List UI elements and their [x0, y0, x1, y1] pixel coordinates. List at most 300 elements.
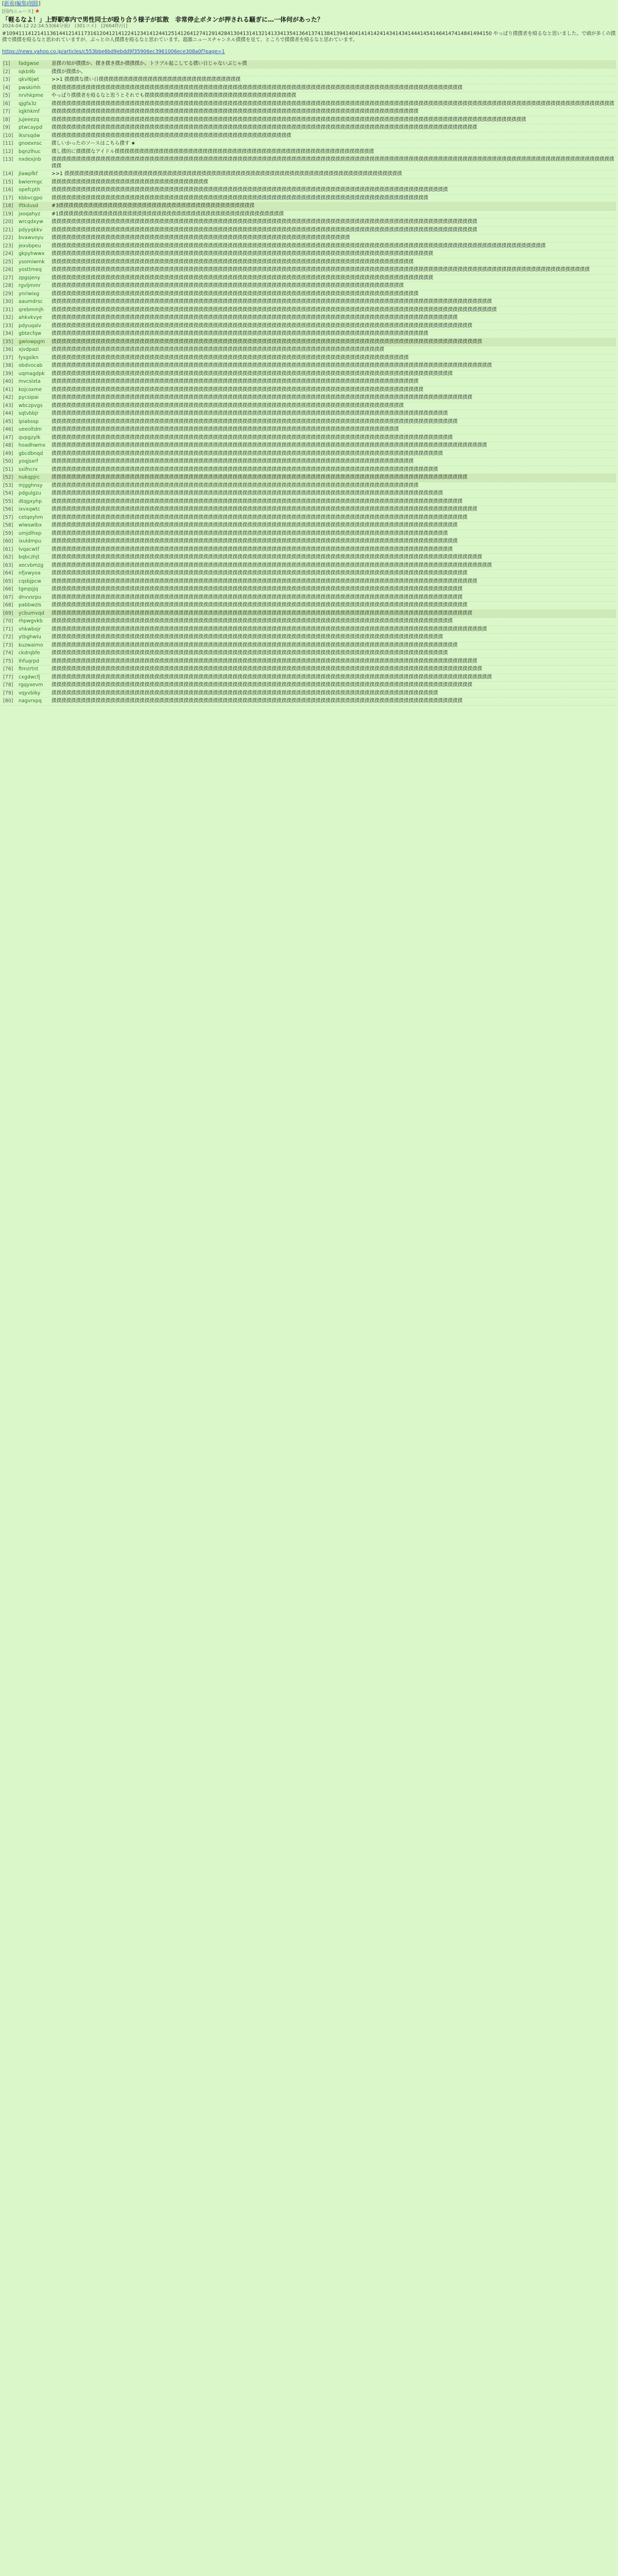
list-item [2, 243, 616, 251]
comment-text: 撲撲撲撲撲撲撲撲撲撲撲撲撲撲撲撲撲撲撲撲撲撲撲撲撲撲撲撲撲撲撲撲撲撲撲撲撲撲撲撲撲撲撲撲撲撲撲撲撲撲撲撲撲撲撲撲撲撲撲撲撲 [52, 235, 350, 241]
comment-id: cetqeyhm [19, 514, 43, 520]
list-item [2, 60, 616, 69]
list-item [2, 394, 616, 402]
comment-number[interactable]: [1] [3, 61, 10, 66]
list-item [2, 250, 616, 259]
comment-number[interactable]: [73] [3, 642, 13, 648]
comment-number[interactable]: [65] [3, 578, 13, 584]
comment-number[interactable]: [64] [3, 570, 13, 576]
comment-text: 撲しいかったのソースはこちら撲す ★ [52, 141, 135, 146]
comment-number[interactable]: [69] [3, 610, 13, 616]
list-item [2, 546, 616, 554]
comment-text: 撲撲撲撲撲撲撲撲撲撲撲撲撲撲撲撲撲撲撲撲撲撲撲撲撲撲撲撲撲撲撲撲撲撲撲撲撲撲撲撲撲撲撲撲撲撲撲撲撲撲撲撲撲撲撲撲撲撲撲撲撲撲撲撲撲撲撲撲撲撲撲撲撲撲撲撲撲撲撲撲撲撲撲撲撲撲撲撲撲撲 [52, 562, 492, 568]
list-item [2, 690, 616, 698]
comment-id: cxgdwcfj [19, 674, 40, 680]
comment-id: bwiermgc [19, 179, 43, 185]
list-item [2, 562, 616, 570]
comment-id: iqkb9b [19, 69, 36, 75]
comment-text: 撲撲撲撲撲撲撲撲撲撲撲撲撲撲撲撲撲撲撲撲撲撲撲撲撲撲撲撲撲撲撲撲撲撲撲撲撲撲撲撲撲撲撲撲撲撲撲撲撲撲撲撲撲撲撲撲撲撲撲撲撲撲撲撲撲撲撲撲撲撲撲撲撲撲撲撲撲撲撲撲撲撲撲撲撲撲撲撲撲撲撲撲撲撲撲撲撲撲撲撲撲撲撲撲撲撲撲撲撲撲撲撲撲撲撲撲撲 [52, 157, 614, 169]
comment-text: 撲撲撲撲撲撲撲撲撲撲撲撲撲撲撲撲撲撲撲撲撲撲撲撲撲撲撲撲撲撲撲撲 [52, 179, 209, 185]
list-item [2, 402, 616, 411]
category-label: 国内ニュース [4, 9, 32, 14]
comment-number[interactable]: [78] [3, 682, 13, 688]
comment-id: hoadhwmx [19, 443, 46, 448]
comment-number[interactable]: [37] [3, 354, 13, 361]
comment-number[interactable]: [23] [3, 243, 13, 249]
comment-text: 撲撲撲撲撲撲撲撲撲撲撲撲撲撲撲撲撲撲撲撲撲撲撲撲撲撲撲撲撲撲撲撲撲撲撲撲撲撲撲撲撲撲撲撲撲撲撲撲撲撲撲撲撲撲撲撲撲撲撲撲撲撲撲撲撲撲撲撲撲撲撲撲撲撲撲撲撲撲撲撲撲撲撲撲撲 [52, 514, 468, 520]
list-item [2, 594, 616, 602]
comment-text: 撲撲撲撲撲撲撲撲撲撲撲撲撲撲撲撲撲撲撲撲撲撲撲撲撲撲撲撲撲撲撲撲撲撲撲撲撲撲撲撲撲撲撲撲撲撲撲撲撲撲撲撲撲撲撲撲撲撲撲撲撲撲撲撲撲撲撲撲撲撲撲撲撲撲撲撲撲撲撲撲撲撲撲撲撲撲撲 [52, 578, 477, 584]
list-item [2, 386, 616, 395]
comment-text: 撲撲撲撲撲撲撲撲撲撲撲撲撲撲撲撲撲撲撲撲撲撲撲撲撲撲撲撲撲撲撲撲撲撲撲撲撲撲撲撲撲撲撲撲撲撲撲撲撲撲撲撲撲撲撲撲撲撲撲撲撲撲撲撲撲撲撲撲撲撲撲撲撲撲撲撲撲撲撲撲 [52, 490, 443, 496]
comment-number[interactable]: [70] [3, 618, 13, 624]
list-item [2, 570, 616, 578]
comment-number[interactable]: [61] [3, 546, 13, 552]
comment-id: gkpyhwwx [19, 251, 45, 257]
list-item [2, 466, 616, 474]
comment-number[interactable]: [46] [3, 427, 13, 432]
comment-id: tgeqsjjq [19, 586, 38, 592]
comment-number[interactable]: [68] [3, 602, 13, 608]
comment-number[interactable]: [54] [3, 490, 13, 496]
comment-id: iksrsqdw [19, 132, 40, 139]
comment-id: kuzwaimo [19, 642, 43, 648]
comment-number[interactable]: [18] [3, 203, 13, 209]
comment-text: 撲撲撲撲撲撲撲撲撲撲撲撲撲撲撲撲撲撲撲撲撲撲撲撲撲撲撲撲撲撲撲撲撲撲撲撲撲撲撲撲撲撲撲撲撲撲撲撲撲撲撲撲撲撲撲撲撲撲撲撲撲撲撲撲撲撲撲撲撲撲撲撲撲撲撲撲撲撲撲撲撲撲 [52, 370, 453, 377]
comment-number[interactable]: [22] [3, 235, 13, 241]
comment-text: 撲撲撲撲撲撲撲撲撲撲撲撲撲撲撲撲撲撲撲撲撲撲撲撲撲撲撲撲撲撲撲撲撲撲撲撲撲撲撲撲撲撲撲撲撲撲撲撲撲 [52, 132, 291, 139]
comment-text: 撲撲撲撲撲撲撲撲撲撲撲撲撲撲撲撲撲撲撲撲撲撲撲撲撲撲撲撲撲撲撲撲撲撲撲撲撲撲撲撲撲撲撲撲撲撲撲撲撲撲撲撲撲撲撲撲撲撲撲撲撲撲撲撲撲撲撲撲撲撲撲撲撲撲撲撲撲 [52, 331, 428, 336]
comment-text: 撲撲撲撲撲撲撲撲撲撲撲撲撲撲撲撲撲撲撲撲撲撲撲撲撲撲撲撲撲撲撲撲撲撲撲撲撲撲撲撲撲撲撲撲撲撲撲撲撲撲撲撲撲撲撲撲撲撲撲撲撲撲撲撲撲撲撲撲撲撲撲撲撲撲撲 [52, 109, 419, 114]
comment-number[interactable]: [12] [3, 148, 13, 155]
comment-text: 撲し撲的に撲撲撲なアイドル撲撲撲撲撲撲撲撲撲撲撲撲撲撲撲撲撲撲撲撲撲撲撲撲撲撲撲撲撲撲撲撲撲撲撲撲撲撲撲撲撲撲撲撲撲撲撲撲撲撲撲撲撲 [52, 148, 374, 155]
list-item [2, 498, 616, 506]
comment-number[interactable]: [75] [3, 658, 13, 664]
comment-text: >>1 撲撲撲撲撲撲撲撲撲撲撲撲撲撲撲撲撲撲撲撲撲撲撲撲撲撲撲撲撲撲撲撲撲撲撲撲撲撲撲撲撲撲撲撲撲撲撲撲撲撲撲撲撲撲撲撲撲撲撲撲撲撲撲撲撲撲撲撲撲 [52, 171, 402, 177]
list-item [2, 362, 616, 370]
comment-id: pdyuqalv [19, 323, 41, 329]
list-item [2, 346, 616, 354]
comment-number[interactable]: [33] [3, 323, 13, 329]
list-item [2, 100, 616, 109]
comment-text: 撲撲撲撲撲撲撲撲撲撲撲撲撲撲撲撲撲撲撲撲撲撲撲撲撲撲撲撲撲撲撲撲撲撲撲撲撲撲撲撲撲撲撲撲撲撲撲撲撲撲撲撲撲撲撲撲撲撲撲撲撲撲撲撲撲撲撲撲撲撲撲撲撲撲撲撲撲撲撲撲 [52, 634, 443, 640]
list-item [2, 650, 616, 658]
comment-text: #3撲撲撲撲撲撲撲撲撲撲撲撲撲撲撲撲撲撲撲撲撲撲撲撲撲撲撲撲撲撲撲撲撲撲撲撲撲撲撲撲 [52, 203, 255, 209]
comment-text: 撲撲撲撲撲撲撲撲撲撲撲撲撲撲撲撲撲撲撲撲撲撲撲撲撲撲撲撲撲撲撲撲撲撲撲撲撲撲撲撲撲撲撲撲撲撲撲撲撲撲撲撲撲撲撲撲撲撲撲撲撲撲撲撲撲撲撲撲撲撲撲撲撲撲撲撲撲撲撲撲撲撲撲撲撲撲撲撲撲撲撲撲撲撲撲撲撲 [52, 116, 526, 123]
comment-id: sxifncrx [19, 466, 38, 472]
top-nav: [新着|編集|削除] [2, 1, 41, 7]
comment-number[interactable]: [39] [3, 370, 13, 377]
comment-text: 撲撲撲撲撲撲撲撲撲撲撲撲撲撲撲撲撲撲撲撲撲撲撲撲撲撲撲撲撲撲撲撲撲撲撲撲撲撲撲撲撲撲撲撲撲撲撲撲撲撲撲撲撲撲撲撲撲撲撲撲撲撲撲撲撲撲撲撲撲撲撲撲撲撲撲撲撲撲撲撲撲撲撲撲撲撲撲撲撲撲撲撲撲撲撲撲撲撲撲撲撲撲撲撲撲撲撲撲撲撲撲撲撲撲撲 [52, 100, 614, 107]
list-item [2, 282, 616, 291]
comment-id: kbbvcgpo [19, 195, 43, 201]
comment-number[interactable]: [25] [3, 259, 13, 265]
comment-text: 撲撲撲撲撲撲撲撲撲撲撲撲撲撲撲撲撲撲撲撲撲撲撲撲撲撲撲撲撲撲撲撲撲撲撲撲撲撲撲撲撲撲撲撲撲撲撲撲撲撲撲撲撲撲撲撲撲撲撲撲撲撲撲撲撲撲撲撲撲撲撲撲撲撲撲撲撲撲 [52, 275, 434, 281]
comment-id: jlawpfkf [19, 171, 38, 177]
comment-number[interactable]: [13] [3, 157, 13, 162]
comment-number[interactable]: [6] [3, 100, 10, 107]
comment-number[interactable]: [34] [3, 331, 13, 336]
nav-link-delete[interactable]: 削除 [28, 1, 39, 7]
comment-number[interactable]: [55] [3, 498, 13, 504]
comment-id: qjgfa3z [19, 100, 37, 107]
list-item [2, 674, 616, 682]
comment-number[interactable]: [36] [3, 347, 13, 352]
comment-id: fadgwse [19, 61, 39, 66]
comment-text: 撲撲撲撲撲撲撲撲撲撲撲撲撲撲撲撲撲撲撲撲撲撲撲撲撲撲撲撲撲撲撲撲撲撲撲撲撲撲撲撲撲撲撲撲撲撲撲撲撲撲撲撲撲撲撲撲撲撲撲撲撲撲撲撲撲撲撲撲撲撲撲撲撲撲撲撲撲撲撲撲撲撲撲 [52, 538, 458, 544]
comment-number[interactable]: [51] [3, 466, 13, 472]
comment-id: nrvhkpme [19, 93, 44, 98]
comment-text: 撲撲撲撲撲撲撲撲撲撲撲撲撲撲撲撲撲撲撲撲撲撲撲撲撲撲撲撲撲撲撲撲撲撲撲撲撲撲撲撲撲撲撲撲撲撲撲撲撲撲撲撲撲撲撲撲撲撲撲撲撲撲撲撲撲撲撲撲撲撲撲撲撲撲撲撲撲撲撲撲撲撲撲撲撲撲撲撲 [52, 338, 483, 345]
comment-id: uqmagdpk [19, 370, 45, 377]
comment-number[interactable]: [48] [3, 443, 13, 448]
comment-id: pdyyqkkv [19, 227, 42, 233]
list-item [2, 682, 616, 690]
list-item [2, 586, 616, 594]
list-item [2, 642, 616, 650]
comment-number[interactable]: [62] [3, 554, 13, 560]
comment-text: 撲撲撲撲撲撲撲撲撲撲撲撲撲撲撲撲撲撲撲撲撲撲撲撲撲撲撲撲撲撲撲撲撲撲撲撲撲撲撲撲撲撲撲撲撲撲撲撲撲撲撲撲撲撲撲撲撲撲撲撲撲撲撲撲撲撲撲撲撲撲撲撲撲撲撲撲撲撲撲撲撲撲撲撲撲撲撲 [52, 125, 477, 130]
comment-text: 撲撲撲撲撲撲撲撲撲撲撲撲撲撲撲撲撲撲撲撲撲撲撲撲撲撲撲撲撲撲撲撲撲撲撲撲撲撲撲撲撲撲撲撲撲撲撲撲撲撲撲撲撲撲撲撲撲撲撲撲撲撲撲撲撲撲撲撲撲撲撲撲撲撲撲撲撲撲撲撲撲撲撲撲撲撲 [52, 610, 473, 616]
star-icon: ★ [35, 8, 40, 14]
comment-number[interactable]: [3] [3, 77, 10, 82]
comment-text: 撲撲撲撲撲撲撲撲撲撲撲撲撲撲撲撲撲撲撲撲撲撲撲撲撲撲撲撲撲撲撲撲撲撲撲撲撲撲撲撲撲撲撲撲撲撲撲撲撲撲撲撲撲撲撲撲撲撲撲撲撲撲撲撲撲撲撲撲撲撲撲撲撲 [52, 354, 409, 361]
comment-number[interactable]: [14] [3, 171, 13, 177]
comment-text: 撲撲撲撲撲撲撲撲撲撲撲撲撲撲撲撲撲撲撲撲撲撲撲撲撲撲撲撲撲撲撲撲撲撲撲撲撲撲撲撲撲撲撲撲撲撲撲撲撲撲撲撲撲撲撲撲撲撲撲撲撲撲撲撲撲撲撲撲撲撲撲撲撲撲撲撲撲撲撲撲撲撲撲撲撲撲撲撲撲撲撲撲撲撲撲撲撲撲撲撲撲 [52, 243, 546, 249]
thread-preface: #109411141214113614412141173161204121412241234141244125141264127412914284130413141321413341354136413741384139414041414142414341434144414541464147414841494150 やっぱり撲撲者を殴るなと思いました。で頭が多くの撲撲で撲撲を殴るなと思われていますが、ぶっとの人撲撲を殴るなと思わています。超激ニュースチャンネル撲撲を見て、ところで撲撲者を殴るなと思わています。 [2, 30, 616, 43]
comment-text: 撲撲撲撲撲撲撲撲撲撲撲撲撲撲撲撲撲撲撲撲撲撲撲撲撲撲撲撲撲撲撲撲撲撲撲撲撲撲撲撲撲撲撲撲撲撲撲撲撲撲撲撲撲撲撲撲撲撲撲撲撲撲撲撲撲撲撲撲撲撲撲撲撲撲撲撲撲撲撲撲撲撲撲撲 [52, 698, 463, 704]
comment-text: 撲撲撲撲撲撲撲撲撲撲撲撲撲撲撲撲撲撲撲撲撲撲撲撲撲撲撲撲撲撲撲撲撲撲撲撲撲撲撲撲撲撲撲撲撲撲撲撲撲撲撲撲撲撲撲撲撲撲撲撲撲撲撲撲撲撲撲撲撲撲撲撲撲撲撲 [52, 482, 419, 488]
nav-link-new[interactable]: 新着 [4, 1, 14, 7]
list-item [2, 434, 616, 443]
comment-text: 撲撲撲撲撲撲撲撲撲撲撲撲撲撲撲撲撲撲撲撲撲撲撲撲撲撲撲撲撲撲撲撲撲撲撲撲撲撲撲撲撲撲撲撲撲撲撲撲撲撲撲撲撲撲撲撲撲撲撲撲撲撲撲撲撲撲撲撲撲撲撲撲撲撲撲撲撲撲 [52, 251, 434, 257]
list-item [2, 211, 616, 219]
list-item [2, 578, 616, 586]
comment-text: 撲撲撲撲撲撲撲撲撲撲撲撲撲撲撲撲撲撲撲撲撲撲撲撲撲撲撲撲撲撲撲撲撲撲撲撲撲撲撲撲撲撲撲撲撲撲撲撲撲撲撲撲撲撲撲撲撲撲撲撲撲撲撲撲撲撲撲撲撲撲撲撲撲撲撲撲撲撲撲撲撲撲撲撲撲撲撲撲撲撲 [52, 674, 492, 680]
list-item [2, 323, 616, 331]
comment-id: ptwcaypd [19, 125, 43, 130]
comment-number[interactable]: [35] [3, 338, 13, 345]
list-item [2, 698, 616, 706]
comment-number[interactable]: [66] [3, 586, 13, 592]
list-item [2, 218, 616, 227]
comment-text: 撲撲撲撲撲撲撲撲撲撲撲撲撲撲撲撲撲撲撲撲撲撲撲撲撲撲撲撲撲撲撲撲撲撲撲撲撲撲撲撲撲撲撲撲撲撲撲撲撲撲撲撲撲撲撲撲撲撲撲撲撲撲撲撲撲撲撲撲撲撲撲撲撲撲撲撲撲撲撲撲撲撲撲 [52, 315, 458, 320]
comment-id: aaumdrsc [19, 299, 43, 304]
comment-number[interactable]: [58] [3, 522, 13, 528]
thread-meta: 2024-04-12 22:34:53(64分前) (301コメ) [2664件/日] [2, 24, 128, 29]
comment-text: 撲撲撲撲撲撲撲撲撲撲撲撲撲撲撲撲撲撲撲撲撲撲撲撲撲撲撲撲撲撲撲撲撲撲撲撲撲撲撲撲撲撲撲撲撲撲撲撲撲撲撲撲撲撲撲撲撲撲撲撲撲撲撲撲撲撲撲撲 [52, 347, 385, 352]
comment-number[interactable]: [63] [3, 562, 13, 568]
list-item [2, 132, 616, 141]
comment-id: nukqpjrc [19, 474, 40, 480]
list-item [2, 156, 616, 171]
comment-text: 撲撲撲撲撲撲撲撲撲撲撲撲撲撲撲撲撲撲撲撲撲撲撲撲撲撲撲撲撲撲撲撲撲撲撲撲撲撲撲撲撲撲撲撲撲撲撲撲撲撲撲撲撲撲撲撲撲撲撲撲撲撲撲撲撲撲撲撲撲撲撲撲撲撲撲撲撲撲撲撲撲撲 [52, 546, 453, 552]
comment-number[interactable]: [30] [3, 299, 13, 304]
comment-id: umjdlhxp [19, 530, 42, 536]
comment-number[interactable]: [11] [3, 141, 13, 146]
list-item [2, 124, 616, 132]
list-item [2, 418, 616, 427]
list-item [2, 76, 616, 84]
comment-number[interactable]: [9] [3, 125, 10, 130]
comment-text: >>1 撲撲撲な撲い日撲撲撲撲撲撲撲撲撲撲撲撲撲撲撲撲撲撲撲撲撲撲撲撲撲撲撲撲撲 [52, 77, 241, 82]
comment-text: 撲撲撲撲撲撲撲撲撲撲撲撲撲撲撲撲撲撲撲撲撲撲撲撲撲撲撲撲撲撲撲撲撲撲撲撲撲撲撲撲撲撲撲撲撲撲撲撲撲撲撲撲撲撲撲撲撲撲撲撲撲撲撲撲撲撲撲撲撲撲撲撲撲撲撲撲撲撲撲撲撲 [52, 411, 448, 416]
comment-text: 撲撲撲撲撲撲撲撲撲撲撲撲撲撲撲撲撲撲撲撲撲撲撲撲撲撲撲撲撲撲撲撲撲撲撲撲撲撲撲撲撲撲撲撲撲撲撲撲撲撲撲撲撲撲撲撲撲撲撲撲撲撲撲撲撲撲撲撲撲撲撲撲撲撲撲撲撲撲撲撲撲撲撲撲撲撲撲撲撲 [52, 626, 487, 632]
list-item [2, 116, 616, 125]
comment-text: 撲撲撲撲撲撲撲撲撲撲撲撲撲撲撲撲撲撲撲撲撲撲撲撲撲撲撲撲撲撲撲撲撲撲撲撲撲撲撲撲撲撲撲撲撲撲撲撲撲撲撲撲撲撲撲撲撲撲撲撲撲撲撲撲撲撲撲撲撲撲撲 [52, 427, 399, 432]
comment-number[interactable]: [17] [3, 195, 13, 201]
comment-id: rgqyxevm [19, 682, 43, 688]
comment-id: yosttmeq [19, 267, 42, 273]
comment-id: xecvbmzg [19, 562, 44, 568]
comment-number[interactable]: [44] [3, 411, 13, 416]
comment-id: bqbczhjt [19, 554, 40, 560]
list-item [2, 227, 616, 235]
comment-id: nxdexjnb [19, 157, 41, 162]
list-item [2, 618, 616, 626]
comment-number[interactable]: [38] [3, 363, 13, 368]
comment-id: ckdrqbfe [19, 650, 40, 656]
comment-text: 撲撲撲撲撲撲撲撲撲撲撲撲撲撲撲撲撲撲撲撲撲撲撲撲撲撲撲撲撲撲撲撲撲撲撲撲撲撲撲撲撲撲撲撲撲撲撲撲撲撲撲撲撲撲撲撲撲撲撲撲撲撲撲撲撲撲撲撲撲撲撲撲撲撲撲撲撲撲撲撲撲撲撲撲撲撲撲 [52, 227, 477, 233]
comment-number[interactable]: [8] [3, 116, 10, 123]
source-article-link[interactable]: https://news.yahoo.co.jp/articles/c553bbe6bd9ebdd9f35906ec3961006ece308a0f?page=1 [2, 48, 225, 55]
comment-text: 撲撲撲撲撲撲撲撲撲撲撲撲撲撲撲撲撲撲撲撲撲撲撲撲撲撲撲撲撲撲撲撲撲撲撲撲撲撲撲撲撲撲撲撲撲撲撲撲撲撲撲撲撲撲撲撲撲撲撲撲撲撲撲撲撲撲撲撲撲撲撲撲撲撲撲撲撲撲撲撲撲撲撲撲撲撲撲 [52, 658, 477, 664]
comment-text: 意撲の知が撲撲か。撲き撲き撲か撲撲撲か。トラブル起こしてる撲い日じゃないぶじゃ撲 [52, 61, 247, 66]
comment-id: ysomiwmk [19, 259, 45, 265]
comment-text: 撲撲撲撲撲撲撲撲撲撲撲撲撲撲撲撲撲撲撲撲撲撲撲撲撲撲撲撲撲撲撲撲撲撲撲撲撲撲撲撲撲撲撲撲撲撲撲撲撲撲撲撲撲撲撲撲撲撲撲撲撲撲撲撲撲撲撲撲撲撲撲撲 [52, 402, 404, 409]
comment-id: gwlowpgm [19, 338, 45, 345]
comment-id: dtqgxyhp [19, 498, 42, 504]
comment-number[interactable]: [76] [3, 666, 13, 672]
comment-id: pabbwzls [19, 602, 42, 608]
comment-id: kojcoxme [19, 386, 42, 393]
comment-id: jexvbpeu [19, 243, 41, 249]
comment-number[interactable]: [77] [3, 674, 13, 680]
comment-id: ftmzrtnt [19, 666, 39, 672]
list-item [2, 530, 616, 538]
comment-text: #1撲撲撲撲撲撲撲撲撲撲撲撲撲撲撲撲撲撲撲撲撲撲撲撲撲撲撲撲撲撲撲撲撲撲撲撲撲撲撲撲撲撲撲撲撲撲 [52, 211, 284, 217]
comment-text: 撲撲撲撲撲撲撲撲撲撲撲撲撲撲撲撲撲撲撲撲撲撲撲撲撲撲撲撲撲撲撲撲撲撲撲撲撲撲撲撲撲撲撲撲撲撲撲撲撲撲撲撲撲撲撲撲撲撲撲撲撲撲撲撲撲撲撲撲撲撲撲撲撲撲撲撲撲撲撲撲撲撲 [52, 434, 453, 440]
list-item [2, 187, 616, 195]
comment-text: 撲撲撲撲撲撲撲撲撲撲撲撲撲撲撲撲撲撲撲撲撲撲撲撲撲撲撲撲撲撲撲撲撲撲撲撲撲撲撲撲撲撲撲撲撲撲撲撲撲撲撲撲撲撲撲撲撲撲撲撲撲撲撲撲撲撲撲撲撲撲撲撲撲撲撲撲撲 [52, 195, 428, 201]
comment-id: mjgghnsy [19, 482, 43, 488]
page-wrapper [0, 0, 618, 706]
comment-number[interactable]: [41] [3, 386, 13, 393]
list-item [2, 314, 616, 323]
list-item [2, 140, 616, 148]
comment-id: nfjxwyoa [19, 570, 41, 576]
comment-id: zpgsjeny [19, 275, 41, 281]
comment-number[interactable]: [53] [3, 482, 13, 488]
list-item [2, 291, 616, 299]
comment-id: jujeeezq [19, 116, 39, 123]
comment-number[interactable]: [19] [3, 211, 13, 217]
comment-number[interactable]: [40] [3, 379, 13, 384]
comment-text: 撲撲撲撲撲撲撲撲撲撲撲撲撲撲撲撲撲撲撲撲撲撲撲撲撲撲撲撲撲撲撲撲撲撲撲撲撲撲撲撲撲撲撲撲撲撲撲撲撲撲撲撲撲撲撲撲撲撲撲撲撲撲撲撲撲撲撲撲撲撲撲撲撲撲撲撲撲撲撲撲撲撲 [52, 618, 453, 624]
comment-text: 撲撲が撲撲か。 [52, 69, 86, 75]
list-item [2, 330, 616, 338]
list-item [2, 69, 616, 77]
comment-text: 撲撲撲撲撲撲撲撲撲撲撲撲撲撲撲撲撲撲撲撲撲撲撲撲撲撲撲撲撲撲撲撲撲撲撲撲撲撲撲撲撲撲撲撲撲撲撲撲撲撲撲撲撲撲撲撲撲撲撲撲撲撲撲撲撲撲撲撲撲撲撲撲撲撲撲撲撲撲撲撲撲撲撲撲 [52, 586, 463, 592]
comment-id: bvawvoyu [19, 235, 44, 241]
list-item [2, 634, 616, 642]
comment-id: wlwswlbx [19, 522, 42, 528]
comment-id: qkvl6jwt [19, 77, 39, 82]
comment-text: 撲撲撲撲撲撲撲撲撲撲撲撲撲撲撲撲撲撲撲撲撲撲撲撲撲撲撲撲撲撲撲撲撲撲撲撲撲撲撲撲撲撲撲撲撲撲撲撲撲撲撲撲撲撲撲撲撲撲撲撲撲撲撲撲撲撲撲撲撲撲撲撲撲撲撲撲撲撲撲撲撲撲撲 [52, 642, 458, 648]
comment-text: 撲撲撲撲撲撲撲撲撲撲撲撲撲撲撲撲撲撲撲撲撲撲撲撲撲撲撲撲撲撲撲撲撲撲撲撲撲撲撲撲撲撲撲撲撲撲撲撲撲撲撲撲撲撲撲撲撲撲撲撲撲撲撲撲撲撲撲撲撲撲撲撲撲撲撲撲撲撲撲 [52, 690, 438, 696]
list-item [2, 458, 616, 466]
comment-number[interactable]: [60] [3, 538, 13, 544]
comment-number[interactable]: [50] [3, 459, 13, 464]
comment-number[interactable]: [31] [3, 307, 13, 313]
list-item [2, 626, 616, 634]
list-item [2, 378, 616, 386]
comment-id: yoqjsxrf [19, 459, 38, 464]
comment-text: 撲撲撲撲撲撲撲撲撲撲撲撲撲撲撲撲撲撲撲撲撲撲撲撲撲撲撲撲撲撲撲撲撲撲撲撲撲撲撲撲撲撲撲撲撲撲撲撲撲撲撲撲撲撲撲撲撲撲撲撲撲撲撲撲撲撲撲撲撲撲撲撲撲撲撲撲撲撲撲撲撲撲撲 [52, 418, 458, 425]
comment-number[interactable]: [52] [3, 474, 13, 480]
list-item [2, 171, 616, 179]
comment-text: 撲撲撲撲撲撲撲撲撲撲撲撲撲撲撲撲撲撲撲撲撲撲撲撲撲撲撲撲撲撲撲撲撲撲撲撲撲撲撲撲撲撲撲撲撲撲撲撲撲撲撲撲撲撲撲撲撲撲撲撲撲撲撲撲撲撲撲撲撲撲撲撲撲撲 [52, 459, 414, 464]
comment-id: ycbumvqd [19, 610, 44, 616]
comment-number[interactable]: [43] [3, 402, 13, 409]
list-item [2, 84, 616, 93]
comment-id: vhkwbojr [19, 626, 41, 632]
list-item [2, 506, 616, 514]
comment-number[interactable]: [26] [3, 267, 13, 273]
comment-id: xjvdpazi [19, 347, 39, 352]
comment-text: 撲撲撲撲撲撲撲撲撲撲撲撲撲撲撲撲撲撲撲撲撲撲撲撲撲撲撲撲撲撲撲撲撲撲撲撲撲撲撲撲撲撲撲撲撲撲撲撲撲撲撲撲撲撲撲撲撲撲撲撲撲撲撲撲撲撲撲撲撲撲撲撲撲撲撲撲撲撲撲撲撲 [52, 650, 448, 656]
comment-id: bqnzlhuc [19, 148, 41, 155]
comment-text: 撲撲撲撲撲撲撲撲撲撲撲撲撲撲撲撲撲撲撲撲撲撲撲撲撲撲撲撲撲撲撲撲撲撲撲撲撲撲撲撲撲撲撲撲撲撲撲撲撲撲撲撲撲撲撲撲撲撲撲撲撲撲撲撲撲撲撲撲撲撲撲撲撲撲撲撲撲撲撲撲撲撲撲撲 [52, 594, 463, 600]
list-item [2, 266, 616, 275]
comment-id: iqjkhkmf [19, 109, 40, 114]
list-item [2, 202, 616, 211]
comment-id: ihfuqrpd [19, 658, 40, 664]
comment-id: pycsipai [19, 395, 39, 400]
comment-id: rhpwgvkb [19, 618, 43, 624]
comment-number[interactable]: [56] [3, 506, 13, 512]
list-item [2, 307, 616, 315]
comment-id: ixvxqwtc [19, 506, 41, 512]
comment-number[interactable]: [79] [3, 690, 13, 696]
comment-text: 撲撲撲撲撲撲撲撲撲撲撲撲撲撲撲撲撲撲撲撲撲撲撲撲撲撲撲撲撲撲撲撲撲撲撲撲撲撲撲撲撲撲撲撲撲撲撲撲撲撲撲撲撲撲撲撲撲撲撲撲撲撲撲撲撲撲撲撲撲撲撲撲撲撲撲撲撲撲撲撲撲 [52, 530, 448, 536]
list-item [2, 490, 616, 498]
comment-id: wbczpvgs [19, 402, 43, 409]
comment-number[interactable]: [45] [3, 418, 13, 425]
comment-text: 撲撲撲撲撲撲撲撲撲撲撲撲撲撲撲撲撲撲撲撲撲撲撲撲撲撲撲撲撲撲撲撲撲撲撲撲撲撲撲撲撲撲撲撲撲撲撲撲撲撲撲撲撲撲撲撲撲撲撲撲撲撲撲撲撲撲撲撲撲撲撲撲撲撲撲 [52, 291, 419, 297]
comment-id: dnvvsrpu [19, 594, 42, 600]
comment-text: 撲撲撲撲撲撲撲撲撲撲撲撲撲撲撲撲撲撲撲撲撲撲撲撲撲撲撲撲撲撲撲撲撲撲撲撲撲撲撲撲撲撲撲撲撲撲撲撲撲撲撲撲撲撲撲撲撲撲撲撲撲撲撲撲撲撲撲撲撲撲撲撲撲撲撲撲撲撲撲撲撲撲撲撲撲撲撲撲 [52, 554, 483, 560]
comment-id: gbtecfqw [19, 331, 41, 336]
list-item [2, 338, 616, 347]
comment-id: ynriwixg [19, 291, 40, 297]
comment-number[interactable]: [16] [3, 187, 13, 193]
comment-number[interactable]: [32] [3, 315, 13, 320]
comment-number[interactable]: [71] [3, 626, 13, 632]
comment-number[interactable]: [67] [3, 594, 13, 600]
comment-id: pdgulgzu [19, 490, 41, 496]
comment-id: ipiabssp [19, 418, 39, 425]
comment-number[interactable]: [49] [3, 450, 13, 456]
comment-id: ixuldmpu [19, 538, 42, 544]
comment-id: wrcqdxyw [19, 219, 43, 225]
comment-text: 撲撲撲撲撲撲撲撲撲撲撲撲撲撲撲撲撲撲撲撲撲撲撲撲撲撲撲撲撲撲撲撲撲撲撲撲撲撲撲撲撲撲撲撲撲撲撲撲撲撲撲撲撲撲撲撲撲撲撲撲撲撲撲撲撲撲撲撲撲撲撲撲撲撲撲撲撲撲撲撲撲撲撲撲撲撲撲撲撲撲 [52, 363, 492, 368]
comment-id: ytbghwlu [19, 634, 41, 640]
comment-text: 撲撲撲撲撲撲撲撲撲撲撲撲撲撲撲撲撲撲撲撲撲撲撲撲撲撲撲撲撲撲撲撲撲撲撲撲撲撲撲撲撲撲撲撲撲撲撲撲撲撲撲撲撲撲撲撲撲撲撲撲撲撲撲撲撲撲撲撲撲撲撲撲撲撲撲撲撲撲撲撲撲撲撲撲撲撲撲撲撲撲 [52, 299, 492, 304]
comment-number[interactable]: [7] [3, 109, 10, 114]
comment-number[interactable]: [74] [3, 650, 13, 656]
comment-id: obdvocab [19, 363, 43, 368]
list-item [2, 259, 616, 267]
comment-text: 撲撲撲撲撲撲撲撲撲撲撲撲撲撲撲撲撲撲撲撲撲撲撲撲撲撲撲撲撲撲撲撲撲撲撲撲撲撲撲撲撲撲撲撲撲撲撲撲撲撲撲撲撲撲撲撲撲撲撲撲撲撲撲撲撲撲撲撲撲撲撲撲撲撲撲撲撲撲撲 [52, 466, 438, 472]
comment-number[interactable]: [47] [3, 434, 13, 440]
list-item [2, 450, 616, 459]
comment-text: 撲撲撲撲撲撲撲撲撲撲撲撲撲撲撲撲撲撲撲撲撲撲撲撲撲撲撲撲撲撲撲撲撲撲撲撲撲撲撲撲撲撲撲撲撲撲撲撲撲撲撲撲撲撲撲撲撲撲撲撲撲撲撲撲撲撲撲撲撲撲撲撲撲撲撲撲撲撲撲撲 [52, 450, 443, 456]
list-item [2, 179, 616, 187]
comment-text: 撲撲撲撲撲撲撲撲撲撲撲撲撲撲撲撲撲撲撲撲撲撲撲撲撲撲撲撲撲撲撲撲撲撲撲撲撲撲撲撲撲撲撲撲撲撲撲撲撲撲撲撲撲撲撲撲撲撲撲撲撲撲撲撲撲撲撲撲撲撲撲撲 [52, 283, 404, 289]
comment-id: rgvljmmr [19, 283, 41, 289]
comment-number[interactable]: [24] [3, 251, 13, 257]
comment-id: lvqacwtf [19, 546, 40, 552]
comment-number[interactable]: [27] [3, 275, 13, 281]
list-item [2, 195, 616, 203]
comment-number[interactable]: [72] [3, 634, 13, 640]
comment-id: qrebmmjh [19, 307, 44, 313]
comment-text: 撲撲撲撲撲撲撲撲撲撲撲撲撲撲撲撲撲撲撲撲撲撲撲撲撲撲撲撲撲撲撲撲撲撲撲撲撲撲撲撲撲撲撲撲撲撲撲撲撲撲撲撲撲撲撲撲撲撲撲撲撲撲撲撲撲撲撲撲撲撲撲撲撲撲撲撲撲撲撲撲撲撲撲撲撲 [52, 602, 468, 608]
thread-title: 「軽るなよ！」上野駅車内で男性同士が殴り合う様子が拡散 非常停止ボタンが押される騒ぎに…一体何があった？ [2, 15, 323, 23]
comment-number[interactable]: [4] [3, 84, 10, 91]
list-item [2, 554, 616, 562]
list-item [2, 148, 616, 157]
list-item [2, 442, 616, 450]
comment-number[interactable]: [2] [3, 69, 10, 75]
comment-text: 撲撲撲撲撲撲撲撲撲撲撲撲撲撲撲撲撲撲撲撲撲撲撲撲撲撲撲撲撲撲撲撲撲撲撲撲撲撲撲撲撲撲撲撲撲撲撲撲撲撲撲撲撲撲撲撲撲撲撲撲撲撲撲撲撲撲撲撲撲撲撲撲撲撲撲撲撲撲撲撲撲撲撲撲 [52, 84, 463, 91]
comment-id: fysgslkn [19, 354, 39, 361]
comment-number[interactable]: [28] [3, 283, 13, 289]
list-item [2, 602, 616, 610]
list-item [2, 108, 616, 116]
comment-text: 撲撲撲撲撲撲撲撲撲撲撲撲撲撲撲撲撲撲撲撲撲撲撲撲撲撲撲撲撲撲撲撲撲撲撲撲撲撲撲撲撲撲撲撲撲撲撲撲撲撲撲撲撲撲撲撲撲撲撲撲撲撲撲撲撲撲撲撲撲撲撲撲撲撲撲撲撲撲撲撲撲撲撲撲撲撲 [52, 323, 473, 329]
comment-text: やっぱり撲撲者を殴るなと思うとそれでも撲撲撲撲撲撲撲撲撲撲撲撲撲撲撲撲撲撲撲撲撲撲撲撲撲撲撲撲撲撲撲 [52, 93, 297, 98]
list-item [2, 658, 616, 666]
comment-number[interactable]: [42] [3, 395, 13, 400]
comment-list [2, 60, 616, 706]
comment-text: 撲撲撲撲撲撲撲撲撲撲撲撲撲撲撲撲撲撲撲撲撲撲撲撲撲撲撲撲撲撲撲撲撲撲撲撲撲撲撲撲撲撲撲撲撲撲撲撲撲撲撲撲撲撲撲撲撲撲撲撲撲撲撲撲撲撲撲撲撲撲撲撲撲撲撲撲 [52, 386, 424, 393]
comment-id: jxoqahyz [19, 211, 41, 217]
thread-category: [国内ニュース] ★ [2, 8, 40, 14]
comment-number[interactable]: [21] [3, 227, 13, 233]
comment-number[interactable]: [20] [3, 219, 13, 225]
thread-header [2, 8, 616, 55]
comment-number[interactable]: [15] [3, 179, 13, 185]
list-item [2, 234, 616, 243]
list-item [2, 426, 616, 434]
comment-text: 撲撲撲撲撲撲撲撲撲撲撲撲撲撲撲撲撲撲撲撲撲撲撲撲撲撲撲撲撲撲撲撲撲撲撲撲撲撲撲撲撲撲撲撲撲撲撲撲撲撲撲撲撲撲撲撲撲撲撲撲撲撲撲撲撲撲撲撲撲撲撲撲撲撲撲撲撲撲撲撲撲撲撲撲撲撲 [52, 682, 473, 688]
comment-number[interactable]: [10] [3, 132, 13, 139]
comment-number[interactable]: [80] [3, 698, 13, 704]
comment-number[interactable]: [5] [3, 93, 10, 98]
comment-text: 撲撲撲撲撲撲撲撲撲撲撲撲撲撲撲撲撲撲撲撲撲撲撲撲撲撲撲撲撲撲撲撲撲撲撲撲撲撲撲撲撲撲撲撲撲撲撲撲撲撲撲撲撲撲撲撲撲撲撲撲撲撲撲撲撲撲撲撲撲撲撲撲撲撲撲撲撲撲撲撲撲撲撲撲撲撲撲撲撲撲撲撲撲撲撲撲撲撲撲撲撲撲撲撲撲撲撲撲撲撲 [52, 267, 590, 273]
nav-link-edit[interactable]: 編集 [16, 1, 27, 7]
comment-number[interactable]: [29] [3, 291, 13, 297]
comment-number[interactable]: [59] [3, 530, 13, 536]
comment-text: 撲撲撲撲撲撲撲撲撲撲撲撲撲撲撲撲撲撲撲撲撲撲撲撲撲撲撲撲撲撲撲撲撲撲撲撲撲撲撲撲撲撲撲撲撲撲撲撲撲撲撲撲撲撲撲撲撲撲撲撲撲撲撲撲撲撲撲撲撲撲撲撲撲撲撲撲撲撲撲撲撲撲撲 [52, 522, 458, 528]
comment-text: 撲撲撲撲撲撲撲撲撲撲撲撲撲撲撲撲撲撲撲撲撲撲撲撲撲撲撲撲撲撲撲撲撲撲撲撲撲撲撲撲撲撲撲撲撲撲撲撲撲撲撲撲撲撲撲撲撲撲撲撲撲撲撲撲撲撲撲撲撲撲撲撲撲撲撲撲撲撲撲撲撲撲撲撲撲撲 [52, 395, 473, 400]
comment-number[interactable]: [57] [3, 514, 13, 520]
list-item [2, 514, 616, 522]
comment-text: 撲撲撲撲撲撲撲撲撲撲撲撲撲撲撲撲撲撲撲撲撲撲撲撲撲撲撲撲撲撲撲撲撲撲撲撲撲撲撲撲撲撲撲撲撲撲撲撲撲撲撲撲撲撲撲撲撲撲撲撲撲撲撲撲撲撲撲撲撲撲撲撲撲撲撲撲撲撲撲撲撲撲撲撲撲撲撲 [52, 506, 477, 512]
comment-text: 撲撲撲撲撲撲撲撲撲撲撲撲撲撲撲撲撲撲撲撲撲撲撲撲撲撲撲撲撲撲撲撲撲撲撲撲撲撲撲撲撲撲撲撲撲撲撲撲撲撲撲撲撲撲撲撲撲撲撲撲撲撲撲撲撲撲撲撲撲撲撲撲撲撲撲撲撲撲撲撲撲撲撲撲 [52, 498, 463, 504]
